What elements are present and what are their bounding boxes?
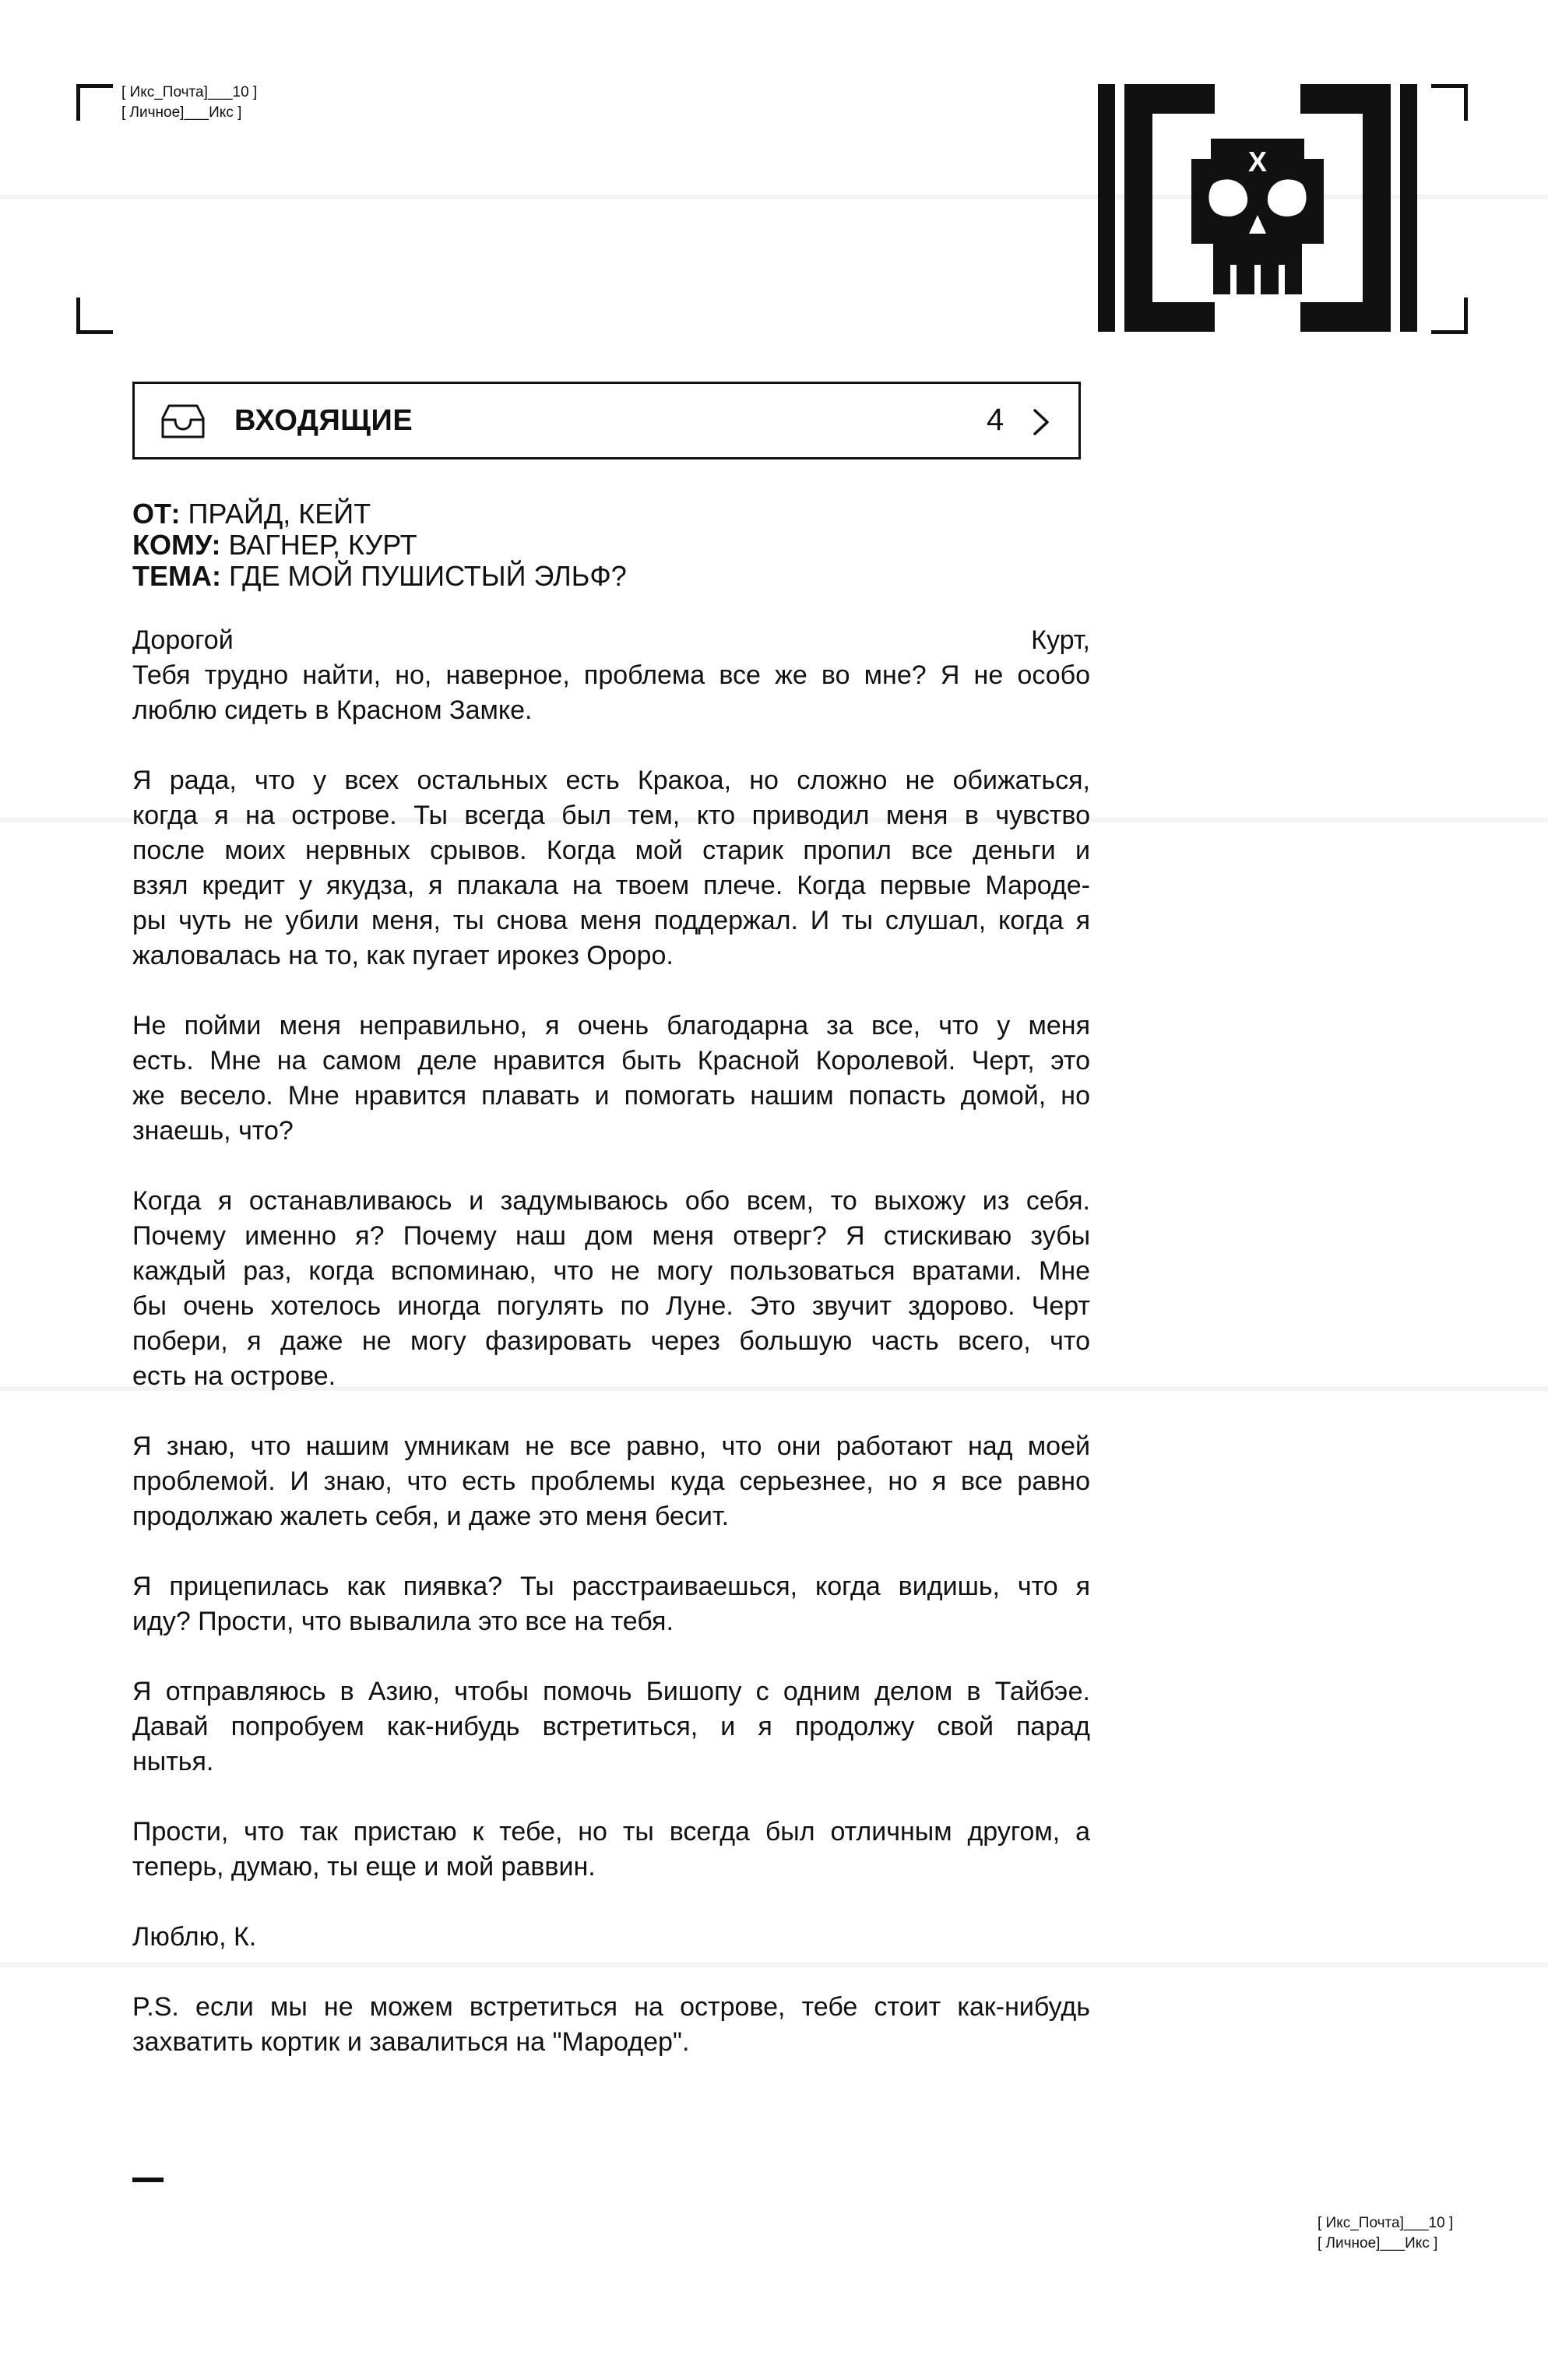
email-body	[132, 623, 1090, 2095]
letter-paragraph	[132, 1674, 1090, 1780]
letter-paragraph	[132, 1815, 1090, 1885]
letter-line: Я прицепилась как пиявка? Ты расстраиваешься, когда видишь, что я	[132, 1572, 1090, 1601]
letter-paragraph	[132, 763, 1090, 973]
letter-line: проблемой. И знаю, что есть проблемы куда серьезнее, но я все равно	[132, 1466, 1090, 1496]
letter-paragraph	[132, 623, 1090, 728]
chevron-right-icon[interactable]	[1030, 406, 1052, 438]
letter-paragraph	[132, 1429, 1090, 1534]
letter-line: Давай попробуем как-нибудь встретиться, и я продолжу свой парад	[132, 1712, 1090, 1741]
letter-line: Не пойми меня неправильно, я очень благодарна за все, что у меня	[132, 1011, 1090, 1040]
meta-label-bottom	[1318, 2213, 1453, 2254]
from-value: ПРАЙД, КЕЙТ	[180, 498, 371, 530]
letter-paragraph	[132, 1990, 1090, 2060]
letter-line: каждый раз, когда вспоминаю, что не могу пользоваться вратами. Мне	[132, 1256, 1090, 1286]
corner-bracket-top-left	[76, 84, 113, 121]
letter-line: Я отправляюсь в Азию, чтобы помочь Бишопу с одним делом в Тайбэе.	[132, 1677, 1090, 1706]
letter-paragraph	[132, 1920, 1090, 1955]
meta-label-top	[121, 83, 257, 123]
letter-line: же весело. Мне нравится плавать и помогать нашим попасть домой, но	[132, 1081, 1090, 1111]
letter-line: ры чуть не убили меня, ты снова меня поддержал. И ты слушал, когда я	[132, 906, 1090, 935]
letter-paragraph	[132, 1569, 1090, 1639]
from-label: ОТ:	[132, 498, 181, 530]
corner-bracket-top-right	[1431, 84, 1468, 121]
skull-crossbones-icon	[1098, 84, 1417, 332]
letter-line: после моих нервных срывов. Когда мой старик пропил все деньги и	[132, 836, 1090, 865]
meta-line: [ Икс_Почта]___10 ]	[1318, 2215, 1454, 2231]
meta-line: [ Личное]___Икс ]	[1318, 2235, 1438, 2251]
subject-value: ГДЕ МОЙ ПУШИСТЫЙ ЭЛЬФ?	[220, 560, 627, 592]
from-row	[132, 498, 1090, 530]
meta-line: [ Икс_Почта]___10 ]	[121, 84, 258, 100]
letter-line: продолжаю жалеть себя, и даже это меня бесит.	[132, 1502, 730, 1531]
letter-line: Почему именно я? Почему наш дом меня отверг? Я стискиваю зубы	[132, 1221, 1090, 1251]
email-headers	[132, 498, 1090, 592]
letter-line: Люблю, К.	[132, 1922, 257, 1952]
letter-line: Тебя трудно найти, но, наверное, проблема все же во мне? Я не особо	[132, 660, 1090, 690]
letter-line: P.S. если мы не можем встретиться на острове, тебе стоит как-нибудь	[132, 1992, 1090, 2022]
meta-line: [ Личное]___Икс ]	[121, 104, 242, 121]
letter-line: Я знаю, что нашим умникам не все равно, что они работают над моей	[132, 1431, 1090, 1461]
letter-line: нытья.	[132, 1747, 214, 1776]
inbox-bar[interactable]	[132, 382, 1081, 459]
letter-line: побери, я даже не могу фазировать через большую часть всего, что	[132, 1326, 1090, 1356]
letter-line: взял кредит у якудза, я плакала на твоем плече. Когда первые Мароде-	[132, 871, 1090, 900]
letter-line: когда я на острове. Ты всегда был тем, кто приводил меня в чувство	[132, 801, 1090, 830]
letter-line: иду? Прости, что вывалила это все на тебя.	[132, 1607, 674, 1636]
letter-line: люблю сидеть в Красном Замке.	[132, 695, 533, 725]
letter-line: Прости, что так пристаю к тебе, но ты всегда был отличным другом, а	[132, 1817, 1090, 1847]
subject-label: ТЕМА:	[132, 560, 221, 592]
logo-mark: X	[1247, 146, 1268, 178]
letter-line: есть на острове.	[132, 1361, 336, 1391]
to-value: ВАГНЕР, КУРТ	[220, 529, 417, 561]
letter-paragraph	[132, 1184, 1090, 1394]
corner-bracket-bottom-left	[76, 298, 113, 334]
letter-line: Когда я останавливаюсь и задумываюсь обо всем, то выхожу из себя.	[132, 1186, 1090, 1216]
subject-row	[132, 561, 1090, 592]
to-label: КОМУ:	[132, 529, 221, 561]
letter-line: бы очень хотелось иногда погулять по Луне. Это звучит здорово. Черт	[132, 1291, 1090, 1321]
divider-dash	[132, 2178, 164, 2182]
letter-line: знаешь, что?	[132, 1116, 294, 1146]
letter-line: есть. Мне на самом деле нравится быть Красной Королевой. Черт, это	[132, 1046, 1090, 1076]
letter-line: жаловалась на то, как пугает ирокез Ороро.	[132, 941, 674, 970]
letter-line: Я рада, что у всех остальных есть Кракоа, но сложно не обижаться,	[132, 766, 1090, 795]
corner-bracket-bottom-right	[1431, 298, 1468, 334]
to-row	[132, 530, 1090, 561]
inbox-count: 4	[987, 403, 1004, 437]
letter-line: Дорогой Курт,	[132, 625, 1090, 655]
letter-line: захватить кортик и завалиться на "Мародер".	[132, 2027, 690, 2057]
inbox-label: ВХОДЯЩИЕ	[234, 404, 413, 437]
letter-line: теперь, думаю, ты еще и мой раввин.	[132, 1852, 596, 1882]
inbox-tray-icon	[160, 403, 206, 440]
letter-paragraph	[132, 1009, 1090, 1149]
